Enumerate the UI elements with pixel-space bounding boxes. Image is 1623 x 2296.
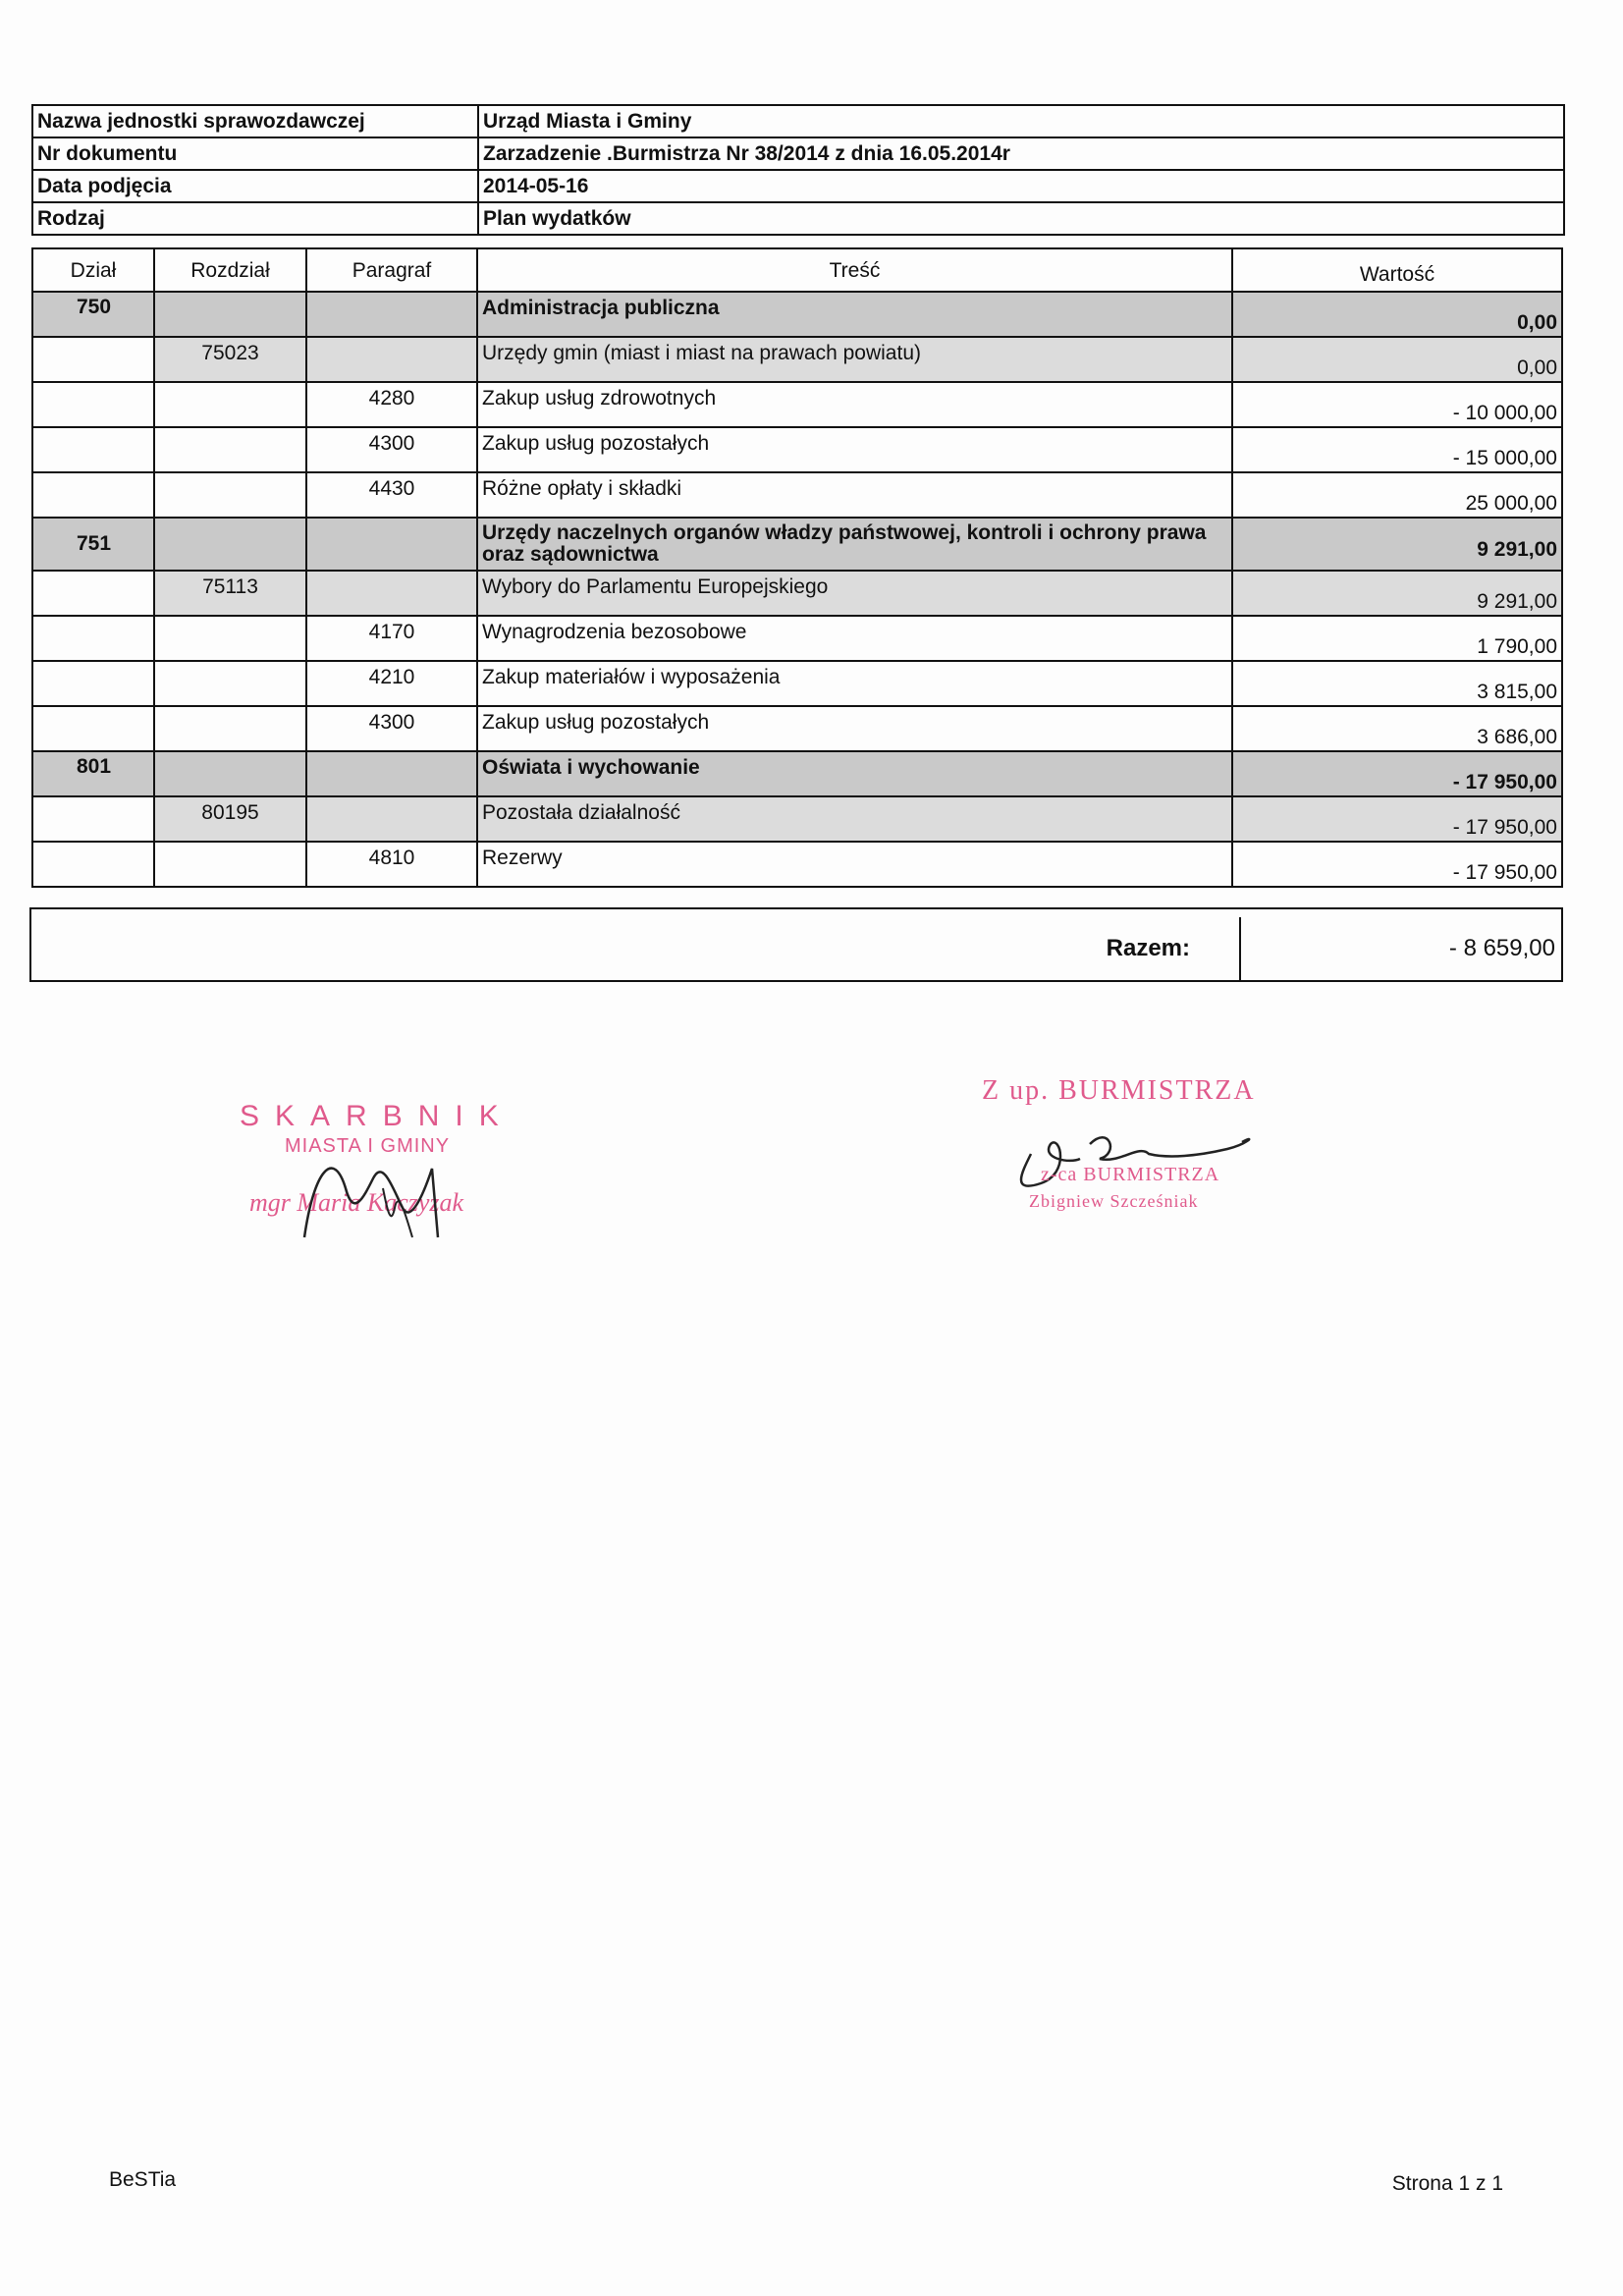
mayor-signature [1001,1115,1276,1203]
cell-paragraf [305,338,476,381]
cell-wartosc: - 10 000,00 [1231,383,1561,426]
cell-tresc: Wybory do Parlamentu Europejskiego [476,572,1231,615]
summary-value: - 8 659,00 [1448,935,1555,961]
stamp-subtitle: MIASTA I GMINY [285,1135,451,1157]
summary-divider [1239,917,1241,980]
footer-page-number: Strona 1 z 1 [1391,2172,1503,2195]
cell-wartosc: 9 291,00 [1231,572,1561,615]
column-header-paragraf: Paragraf [305,249,476,291]
cell-paragraf: 4430 [305,473,476,517]
cell-tresc: Pozostała działalność [476,797,1231,841]
table-row [31,428,1561,473]
cell-tresc: Wynagrodzenia bezosobowe [476,617,1231,660]
cell-rozdzial: 75023 [153,338,305,381]
column-header-rozdzial: Rozdział [153,249,305,291]
summary-box [29,907,1563,982]
cell-wartosc: - 17 950,00 [1231,797,1561,841]
cell-paragraf [305,519,476,570]
cell-paragraf: 4280 [305,383,476,426]
cell-dzial [31,707,153,750]
table-row [31,843,1561,888]
cell-dzial: 751 [31,519,153,570]
cell-paragraf: 4210 [305,662,476,705]
cell-tresc: Zakup materiałów i wyposażenia [476,662,1231,705]
stamp-title: SKARBNIK [240,1100,514,1132]
table-row [31,338,1561,383]
cell-rozdzial [153,707,305,750]
treasurer-signature [285,1129,481,1267]
table-row [31,383,1561,428]
cell-wartosc: - 17 950,00 [1231,843,1561,886]
header-row-document-number [33,138,1563,171]
header-row-type [33,203,1563,234]
cell-wartosc: 0,00 [1231,293,1561,336]
header-value: 2014-05-16 [483,175,589,197]
cell-dzial [31,843,153,886]
cell-tresc: Urzędy naczelnych organów władzy państwowej, kontroli i ochrony prawa oraz sądownictwa [476,519,1231,570]
table-row [31,752,1561,797]
cell-rozdzial: 75113 [153,572,305,615]
table-row [31,707,1561,752]
cell-tresc: Urzędy gmin (miast i miast na prawach powiatu) [476,338,1231,381]
cell-dzial [31,662,153,705]
stamp-subtitle: z-ca BURMISTRZA [1041,1164,1220,1185]
stamp-name: Zbigniew Szcześniak [1029,1191,1199,1211]
cell-wartosc: 3 815,00 [1231,662,1561,705]
table-row [31,662,1561,707]
header-label: Nazwa jednostki sprawozdawczej [33,106,479,137]
cell-tresc: Zakup usług pozostałych [476,428,1231,471]
cell-rozdzial [153,293,305,336]
cell-tresc: Zakup usług zdrowotnych [476,383,1231,426]
cell-dzial [31,473,153,517]
budget-table [31,247,1563,888]
cell-wartosc: 3 686,00 [1231,707,1561,750]
cell-wartosc: 0,00 [1231,338,1561,381]
cell-tresc: Oświata i wychowanie [476,752,1231,795]
cell-rozdzial [153,752,305,795]
cell-tresc: Różne opłaty i składki [476,473,1231,517]
column-header-dzial: Dział [31,249,153,291]
header-value: Urząd Miasta i Gminy [483,110,692,133]
cell-dzial [31,572,153,615]
header-label: Nr dokumentu [33,138,479,169]
footer-software-name: BeSTia [109,2168,177,2191]
treasurer-stamp [226,1100,579,1257]
cell-rozdzial [153,617,305,660]
cell-paragraf: 4170 [305,617,476,660]
mayor-stamp [982,1075,1335,1242]
cell-tresc: Rezerwy [476,843,1231,886]
header-label: Data podjęcia [33,171,479,201]
table-header-row [31,249,1561,293]
cell-wartosc: 9 291,00 [1231,519,1561,570]
cell-paragraf [305,293,476,336]
cell-dzial [31,428,153,471]
cell-paragraf: 4300 [305,707,476,750]
table-row [31,473,1561,519]
table-row [31,797,1561,843]
cell-dzial: 801 [31,752,153,795]
document-header-table [31,104,1565,236]
header-row-date [33,171,1563,203]
cell-tresc: Administracja publiczna [476,293,1231,336]
cell-rozdzial [153,383,305,426]
header-value: Plan wydatków [483,207,631,230]
cell-dzial [31,338,153,381]
column-header-tresc: Treść [476,249,1231,291]
stamp-name: mgr Maria Kaczyzak [249,1188,464,1217]
cell-rozdzial [153,473,305,517]
cell-paragraf [305,797,476,841]
cell-paragraf [305,572,476,615]
cell-dzial [31,617,153,660]
summary-label: Razem: [1106,935,1190,961]
cell-wartosc: - 17 950,00 [1231,752,1561,795]
cell-tresc: Zakup usług pozostałych [476,707,1231,750]
cell-wartosc: 1 790,00 [1231,617,1561,660]
stamp-title: Z up. BURMISTRZA [982,1075,1256,1106]
cell-rozdzial [153,662,305,705]
cell-paragraf [305,752,476,795]
cell-dzial: 750 [31,293,153,336]
header-label: Rodzaj [33,203,479,234]
cell-rozdzial [153,428,305,471]
table-row [31,572,1561,617]
column-header-wartosc: Wartość [1231,249,1561,291]
table-row [31,617,1561,662]
cell-rozdzial: 80195 [153,797,305,841]
cell-paragraf: 4810 [305,843,476,886]
cell-wartosc: 25 000,00 [1231,473,1561,517]
header-row-unit [33,106,1563,138]
cell-paragraf: 4300 [305,428,476,471]
table-row [31,293,1561,338]
header-value: Zarzadzenie .Burmistrza Nr 38/2014 z dnia 16.05.2014r [483,142,1010,165]
table-row [31,519,1561,572]
cell-rozdzial [153,843,305,886]
cell-wartosc: - 15 000,00 [1231,428,1561,471]
cell-dzial [31,383,153,426]
cell-dzial [31,797,153,841]
cell-rozdzial [153,519,305,570]
